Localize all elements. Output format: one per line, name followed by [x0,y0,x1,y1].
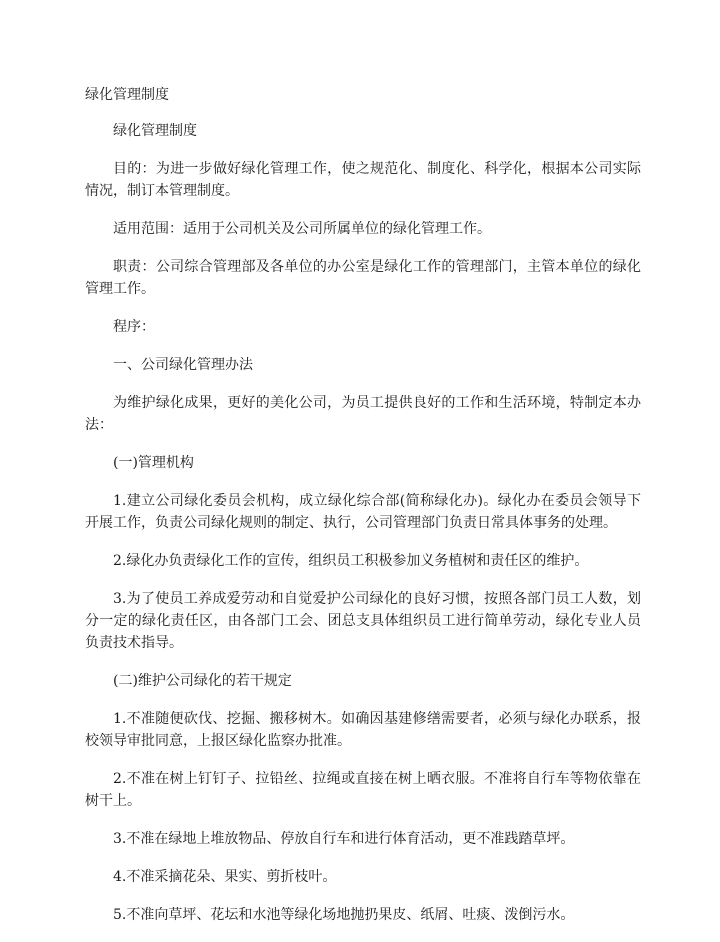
procedure-label: 程序： [113,319,155,335]
document-page [85,84,641,942]
section-one-heading: 一、公司绿化管理办法 [113,357,253,373]
scope-paragraph: 适用范围：适用于公司机关及公司所属单位的绿化管理工作。 [113,221,491,237]
responsibility-paragraph: 职责：公司综合管理部及各单位的办公室是绿化工作的管理部门，主管本单位的绿化管理工作。 [85,259,641,297]
rule-item-2: 2.不准在树上钉钉子、拉铅丝、拉绳或直接在树上晒衣服。不准将自行车等物依靠在树干上。 [85,771,641,809]
rule-item-1: 1.不准随便砍伐、挖掘、搬移树木。如确因基建修缮需要者，必须与绿化办联系，报校领导审批同意，上报区绿化监察办批准。 [85,711,641,749]
management-item-1: 1.建立公司绿化委员会机构，成立绿化综合部(简称绿化办)。绿化办在委员会领导下开展工作，负责公司绿化规则的制定、执行，公司管理部门负责日常具体事务的处理。 [85,493,641,531]
document-title: 绿化管理制度 [85,87,169,103]
section-one-intro: 为维护绿化成果，更好的美化公司，为员工提供良好的工作和生活环境，特制定本办法： [85,395,641,433]
management-item-2: 2.绿化办负责绿化工作的宣传，组织员工积极参加义务植树和责任区的维护。 [113,553,589,569]
rule-item-4: 4.不准采摘花朵、果实、剪折枝叶。 [113,869,337,885]
rule-item-3: 3.不准在绿地上堆放物品、停放自行车和进行体育活动，更不准践踏草坪。 [113,831,575,847]
purpose-paragraph: 目的：为进一步做好绿化管理工作，使之规范化、制度化、科学化，根据本公司实际情况，制订本管理制度。 [85,161,641,199]
section-heading: 绿化管理制度 [113,123,197,139]
subsection-management-heading: (一)管理机构 [113,455,194,471]
rule-item-5: 5.不准向草坪、花坛和水池等绿化场地抛扔果皮、纸屑、吐痰、泼倒污水。 [113,907,575,923]
subsection-rules-heading: (二)维护公司绿化的若干规定 [113,673,292,689]
management-item-3: 3.为了使员工养成爱劳动和自觉爱护公司绿化的良好习惯，按照各部门员工人数，划分一定的绿化责任区，由各部门工会、团总支具体组织员工进行简单劳动，绿化专业人员负责技术指导。 [85,591,641,651]
